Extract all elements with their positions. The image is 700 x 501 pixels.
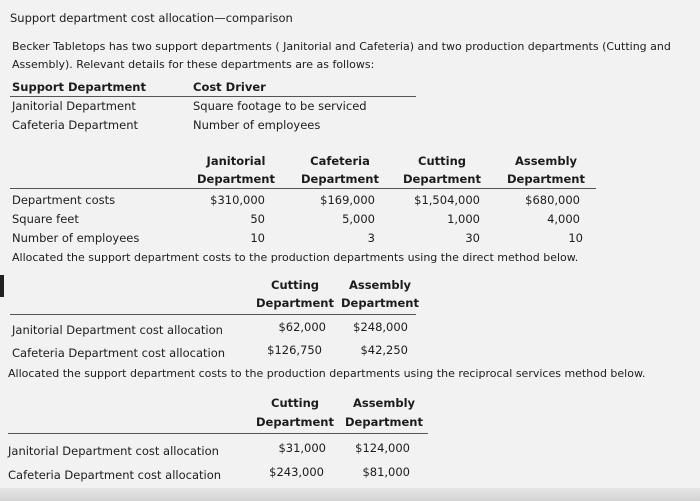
intro-text-line-1: Becker Tabletops has two support departments ( Janitorial and Cafeteria) and two production departments (Cutting and: [12, 40, 671, 53]
row-label-department-costs: Department costs: [12, 193, 116, 207]
driver-header-cost-driver: Cost Driver: [193, 80, 266, 94]
row-label-square-feet: Square feet: [12, 212, 79, 226]
cell: 50: [250, 212, 265, 226]
direct-row-label-cafeteria: Cafeteria Department cost allocation: [12, 346, 226, 360]
cell: 4,000: [547, 212, 580, 226]
driver-row-value: Square footage to be serviced: [193, 99, 367, 113]
reciprocal-row-label-cafeteria: Cafeteria Department cost allocation: [8, 468, 222, 482]
direct-header-cutting: Cutting: [271, 278, 319, 292]
input-value: $42,250: [360, 343, 408, 357]
driver-row-label: Cafeteria Department: [12, 118, 139, 132]
page-title: Support department cost allocation—comparison: [10, 11, 293, 25]
direct-row-label-janitorial: Janitorial Department cost allocation: [12, 323, 223, 337]
cell: 10: [568, 231, 583, 245]
reciprocal-header-assembly-sub: Department: [345, 415, 423, 429]
col-header-cutting: Cutting: [418, 154, 466, 168]
direct-header-assembly-sub: Department: [341, 296, 419, 310]
input-value: $31,000: [278, 441, 326, 455]
cell: 5,000: [342, 212, 375, 226]
input-value: $126,750: [267, 343, 322, 357]
intro-text-line-2: Assembly). Relevant details for these departments are as follows:: [12, 58, 375, 71]
reciprocal-method-instruction: Allocated the support department costs to the production departments using the reciprocal services method below.: [8, 367, 646, 380]
direct-header-assembly: Assembly: [348, 278, 412, 292]
input-value: $248,000: [353, 320, 408, 334]
col-header-cutting-sub: Department: [403, 172, 481, 186]
cell: $1,504,000: [414, 193, 480, 207]
direct-method-instruction: Allocated the support department costs to the production departments using the direct method below.: [12, 251, 579, 264]
driver-header-support: Support Department: [12, 80, 146, 94]
row-label-number-of-employees: Number of employees: [12, 231, 140, 245]
cell: 1,000: [447, 212, 480, 226]
cell: $169,000: [320, 193, 375, 207]
col-header-cafeteria: Cafeteria: [310, 154, 370, 168]
input-value: $81,000: [362, 465, 410, 479]
col-header-assembly: Assembly: [514, 154, 578, 168]
page-bottom-edge: [0, 488, 700, 501]
reciprocal-header-assembly: Assembly: [352, 396, 416, 410]
cell: 3: [367, 231, 375, 245]
driver-row-value: Number of employees: [193, 118, 321, 132]
col-header-assembly-sub: Department: [507, 172, 585, 186]
reciprocal-header-cutting-sub: Department: [256, 415, 334, 429]
cell: $680,000: [525, 193, 580, 207]
col-header-cafeteria-sub: Department: [301, 172, 379, 186]
cell: 10: [250, 231, 265, 245]
left-edge-marker: [0, 275, 4, 297]
input-value: $62,000: [278, 320, 326, 334]
col-header-janitorial-sub: Department: [197, 172, 275, 186]
cell: $310,000: [210, 193, 265, 207]
col-header-janitorial: Janitorial: [206, 154, 266, 168]
direct-header-cutting-sub: Department: [256, 296, 334, 310]
driver-row-label: Janitorial Department: [12, 99, 136, 113]
reciprocal-header-cutting: Cutting: [271, 396, 319, 410]
reciprocal-row-label-janitorial: Janitorial Department cost allocation: [8, 444, 219, 458]
cell: 30: [465, 231, 480, 245]
input-value: $243,000: [269, 465, 324, 479]
input-value: $124,000: [355, 441, 410, 455]
